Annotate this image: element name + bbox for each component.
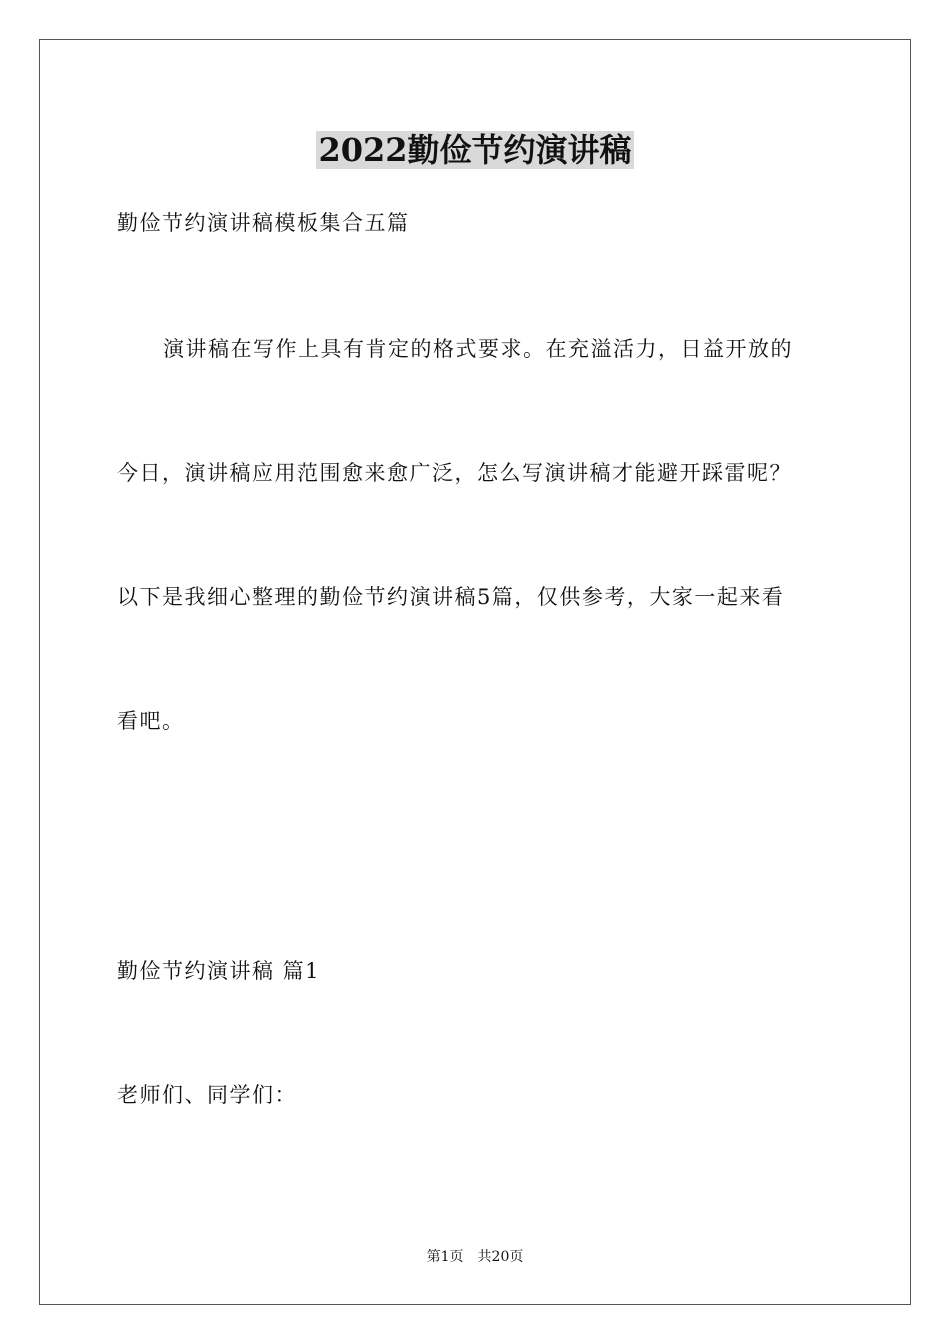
document-subtitle: 勤俭节约演讲稿模板集合五篇	[117, 211, 410, 235]
document-title	[0, 128, 950, 172]
page-number-footer: 第1页 共20页	[426, 1249, 524, 1265]
intro-line-3: 以下是我细心整理的勤俭节约演讲稿5篇，仅供参考，大家一起来看	[117, 585, 785, 609]
intro-line-4: 看吧。	[117, 709, 185, 733]
intro-line-1: 演讲稿在写作上具有肯定的格式要求。在充溢活力，日益开放的	[163, 337, 793, 361]
intro-line-2: 今日，演讲稿应用范围愈来愈广泛，怎么写演讲稿才能避开踩雷呢？	[117, 461, 792, 485]
section-heading: 勤俭节约演讲稿 篇1	[117, 959, 321, 983]
document-title-text: 2022勤俭节约演讲稿	[318, 131, 632, 169]
salutation: 老师们、同学们：	[117, 1083, 297, 1107]
